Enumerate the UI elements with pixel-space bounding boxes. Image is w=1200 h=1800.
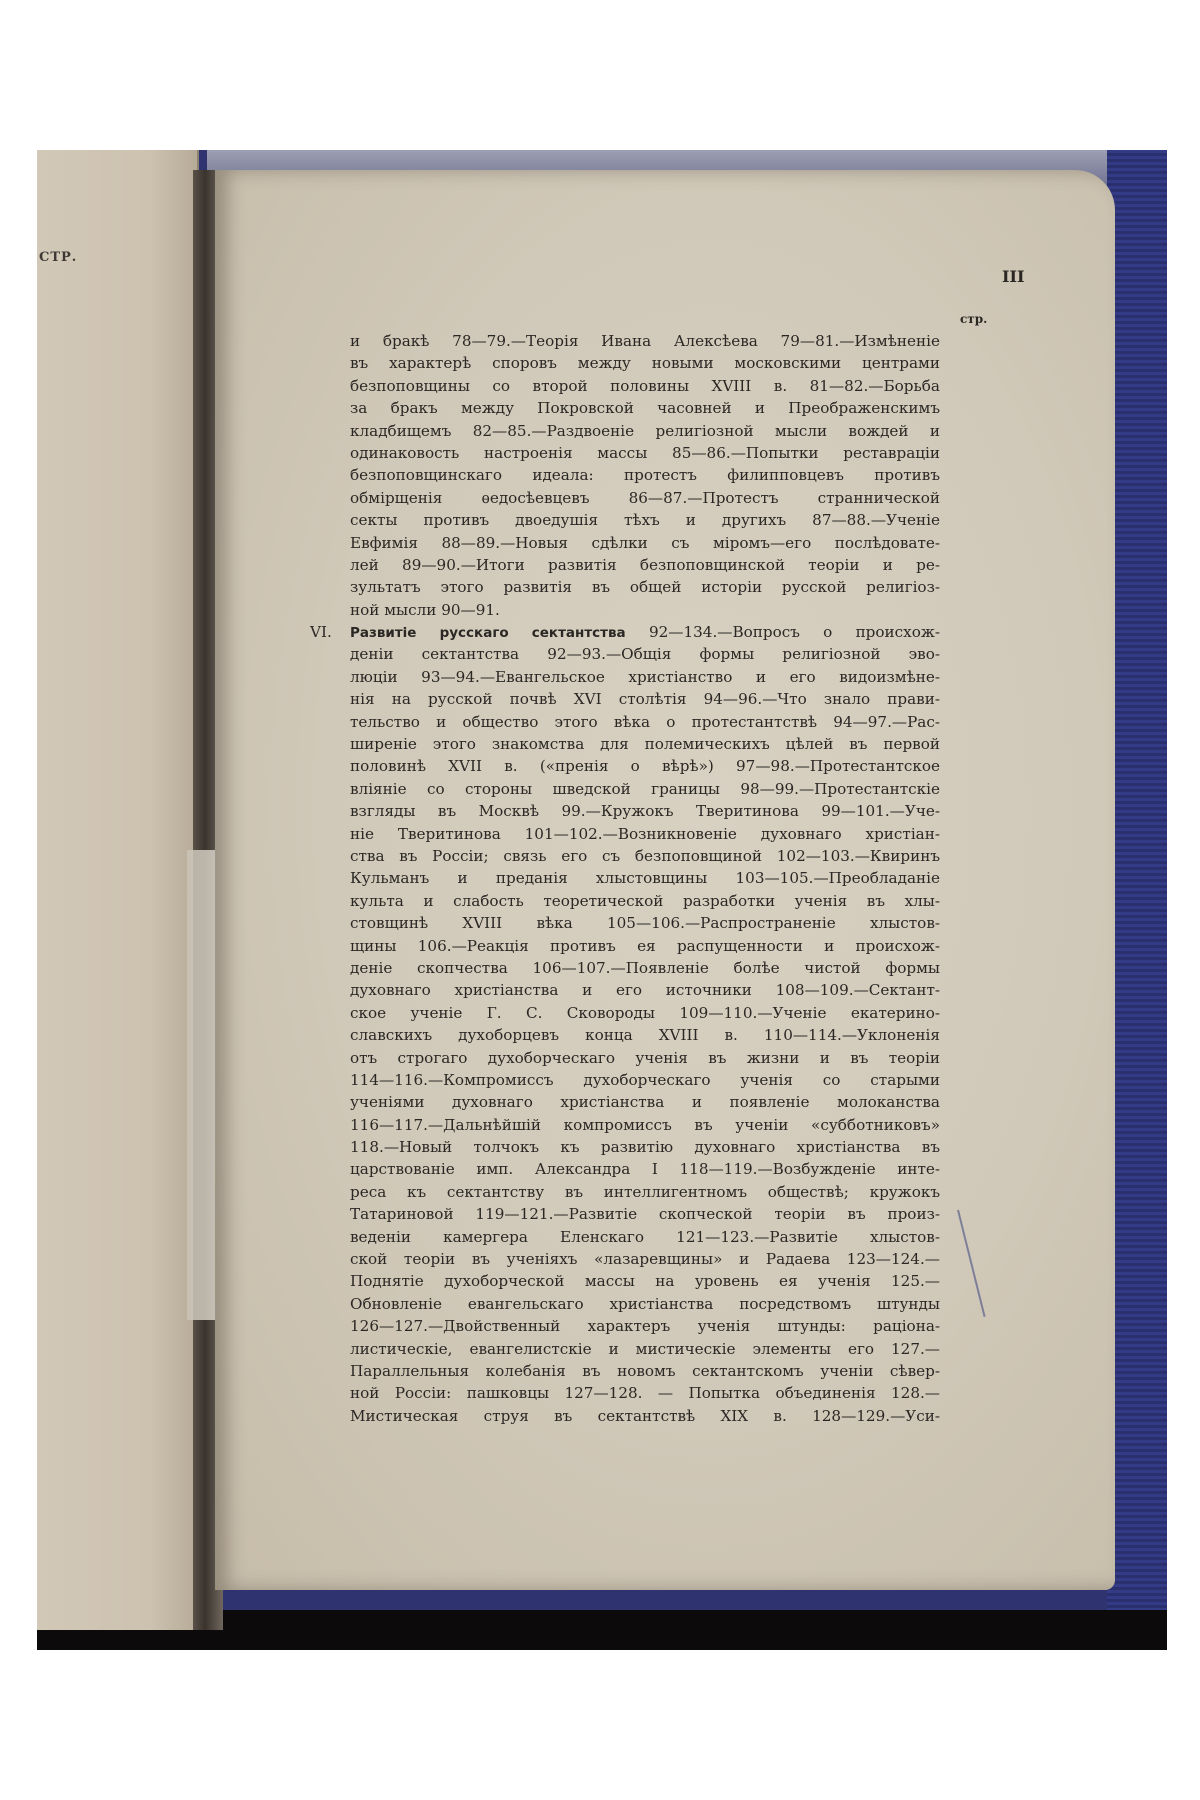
right-page bbox=[215, 170, 1115, 1590]
section-heading-line bbox=[350, 621, 940, 643]
text-line: безпоповщины со второй половины XVIII в. 81—82.—Борьба bbox=[350, 376, 940, 395]
text-line: ской теоріи въ ученіяхъ «лазаревщины» и Радаева 123—124.— bbox=[350, 1250, 940, 1269]
text-line: взгляды въ Москвѣ 99.—Кружокъ Тверитинова 99—101.—Уче- bbox=[350, 802, 940, 821]
text-line: ученіями духовнаго христіанства и появленіе молоканства bbox=[350, 1093, 940, 1112]
text-line: 126—127.—Двойственный характеръ ученія штунды: раціона- bbox=[350, 1317, 940, 1336]
page-number: III bbox=[1002, 267, 1025, 286]
text-line: Татариновой 119—121.—Развитіе скопческой теоріи въ произ- bbox=[350, 1205, 940, 1224]
text-line: безпоповщинскаго идеала: протестъ филипповцевъ противъ bbox=[350, 466, 940, 485]
section-number: VI. bbox=[310, 623, 332, 642]
text-line: шиpеніе этого знакомства для полемическихъ цѣлей въ первой bbox=[350, 735, 940, 754]
book-photo bbox=[37, 150, 1167, 1650]
column-header: стр. bbox=[960, 312, 988, 326]
text-line: зультатъ этого развитія въ общей исторіи русской религіоз- bbox=[350, 578, 940, 597]
text-line: вліяніе со стороны шведской границы 98—99.—Протестантскіе bbox=[350, 779, 940, 798]
text-line: половинѣ XVII в. («пренія о вѣрѣ») 97—98.—Протестантское bbox=[350, 757, 940, 776]
text-line: 118.—Новый толчокъ къ развитію духовнаго христіанства въ bbox=[350, 1138, 940, 1157]
text-line: отъ строгаго духоборческаго ученія въ жизни и въ теоріи bbox=[350, 1048, 940, 1067]
text-line: деніи сектантства 92—93.—Общія формы религіозной эво- bbox=[350, 645, 940, 664]
text-line: 114—116.—Компромиссъ духоборческаго ученія со старыми bbox=[350, 1070, 940, 1089]
text-line: за бракъ между Покровской часовней и Преображенскимъ bbox=[350, 399, 940, 418]
text-line: Мистическая струя въ сектантствѣ XIX в. 128—129.—Уси- bbox=[350, 1406, 940, 1425]
text-line: секты противъ двоедушія тѣхъ и другихъ 87—88.—Ученіе bbox=[350, 511, 940, 530]
text-line: реса къ сектантству въ интеллигентномъ обществѣ; кружокъ bbox=[350, 1182, 940, 1201]
text-line: ной Россіи: пашковцы 127—128. — Попытка объединенія 128.— bbox=[350, 1384, 940, 1403]
text-line: ское ученіе Г. С. Сковороды 109—110.—Ученіе екатерино- bbox=[350, 1003, 940, 1022]
repair-tape bbox=[187, 850, 215, 1320]
pencil-margin-mark bbox=[957, 1210, 986, 1317]
text-line: Обновленіе евангельскаго христіанства посредствомъ штунды bbox=[350, 1294, 940, 1313]
text-line: люціи 93—94.—Евангельское христіанство и его видоизмѣне- bbox=[350, 667, 940, 686]
left-page-header: СТР. bbox=[39, 250, 78, 265]
text-line: ной мысли 90—91. bbox=[350, 600, 500, 619]
text-line: ніе Тверитинова 101—102.—Возникновеніе духовнаго христіан- bbox=[350, 824, 940, 843]
section-title-rest: 92—134.—Вопросъ о происхож- bbox=[648, 623, 940, 642]
text-line: 116—117.—Дальнѣйшій компромиссъ въ ученіи «субботниковъ» bbox=[350, 1115, 940, 1134]
text-line: тельство и общество этого вѣка о протестантствѣ 94—97.—Рас- bbox=[350, 712, 940, 731]
text-line: кладбищемъ 82—85.—Раздвоеніе религіозной мысли вождей и bbox=[350, 421, 940, 440]
text-line: деніе скопчества 106—107.—Появленіе болѣе чистой формы bbox=[350, 958, 940, 977]
section-title: Развитіе русскаго сектантства bbox=[350, 625, 626, 642]
text-line: славскихъ духоборцевъ конца XVIII в. 110—114.—Уклоненія bbox=[350, 1026, 940, 1045]
section-vi bbox=[310, 621, 940, 1427]
text-line: культа и слабость теоретической разработки ученія въ хлы- bbox=[350, 891, 940, 910]
text-line: обмірщенія ѳедосѣевцевъ 86—87.—Протестъ страннической bbox=[350, 488, 940, 507]
text-line: и бракѣ 78—79.—Теорія Ивана Алексѣева 79—81.—Измѣненіе bbox=[350, 332, 940, 350]
text-line: Параллельныя колебанія въ новомъ сектантскомъ ученіи сѣвер- bbox=[350, 1361, 940, 1380]
text-line: щины 106.—Реакція противъ ея распущенности и происхож- bbox=[350, 936, 940, 955]
text-line: веденіи камергера Еленскаго 121—123.—Развитіе хлыстов- bbox=[350, 1227, 940, 1246]
text-line: ства въ Россіи; связь его съ безпоповщиной 102—103.—Квиринъ bbox=[350, 846, 940, 865]
text-line: листическіе, евангелистскіе и мистическіе элементы его 127.— bbox=[350, 1339, 940, 1358]
text-line: въ характерѣ споровъ между новыми московскими центрами bbox=[350, 354, 940, 373]
table-of-contents bbox=[310, 330, 940, 1427]
continuation-block bbox=[350, 330, 940, 621]
text-line: Евфимія 88—89.—Новыя сдѣлки съ міромъ—его послѣдовате- bbox=[350, 533, 940, 552]
text-line: нія на русской почвѣ XVI столѣтія 94—96.—Что знало прави- bbox=[350, 690, 940, 709]
cloth-background-right bbox=[1107, 150, 1167, 1650]
left-page bbox=[37, 150, 199, 1630]
text-line: стовщинѣ XVIII вѣка 105—106.—Распространеніе хлыстов- bbox=[350, 914, 940, 933]
text-line: царствованіе имп. Александра I 118—119.—Возбужденіе инте- bbox=[350, 1160, 940, 1179]
text-line: духовнаго христіанства и его источники 108—109.—Сектант- bbox=[350, 981, 940, 1000]
text-line: Поднятіе духоборческой массы на уровень ея ученія 125.— bbox=[350, 1272, 940, 1291]
text-line: Кульманъ и преданія хлыстовщины 103—105.—Преобладаніе bbox=[350, 869, 940, 888]
text-line: лей 89—90.—Итоги развитія безпоповщинской теоріи и ре- bbox=[350, 555, 940, 574]
text-line: одинаковость настроенія массы 85—86.—Попытки реставраціи bbox=[350, 443, 940, 462]
